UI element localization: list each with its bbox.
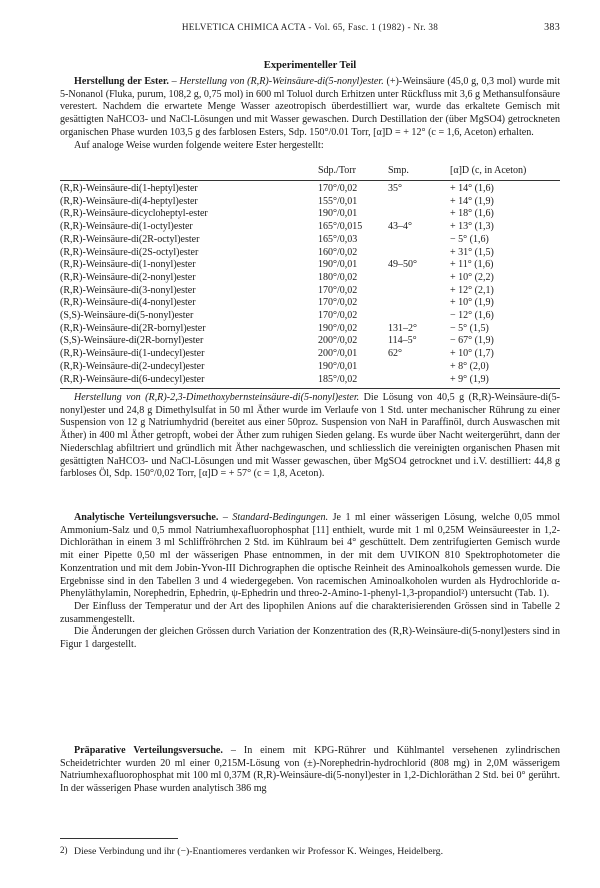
cell-smp: 49–50°	[388, 259, 417, 271]
footnote-rule	[60, 838, 178, 839]
table-row	[60, 348, 560, 360]
cell-alpha: + 10° (2,2)	[450, 271, 494, 283]
cell-alpha: + 10° (1,9)	[450, 297, 494, 309]
table-row	[60, 183, 560, 195]
cell-sdp: 190°/0,01	[318, 360, 358, 372]
paragraph-body: (+)-Weinsäure (45,0 g, 0,3 mol) wurde mit 5-Nonanol (Fluka, purum, 108,2 g, 0,75 mol) in 600 ml Toluol durch Erhitzen unter Rückfluss mit 3,6 g Methansulfonsäure verestert. Nachdem die erwartete Menge Wasser azeotropisch überdestilliert war, wurde das erkaltete Gemisch mit gesättigten NaHCO3- und NaCl-Lösungen und mit Wasser gewaschen. Durch Destillation der (über MgSO4) getrockneten organischen Phase wurden 103,5 g des farblosen Esters, Sdp. 150°/0.01 Torr, [α]D = + 12° (c = 1,6, Aceton) erhalten.	[60, 76, 561, 138]
cell-sdp: 200°/0,02	[318, 335, 358, 347]
cell-smp: 62°	[388, 348, 402, 360]
cell-name: (S,S)-Weinsäure-di(5-nonyl)ester	[60, 310, 194, 321]
cell-smp: 114–5°	[388, 335, 417, 347]
cell-name: (R,R)-Weinsäure-di(1-undecyl)ester	[60, 348, 205, 360]
table-rule-top	[60, 180, 560, 181]
table-row	[60, 234, 560, 246]
table-row	[60, 259, 560, 271]
paragraph-heading: Herstellung der Ester.	[74, 76, 169, 87]
paragraph-concentration: Die Änderungen der gleichen Grössen durch Variation der Konzentration des (R,R)-Weinsäure-di(5-nonyl)esters sind in Figur 1 dargestellt.	[60, 626, 560, 651]
table-row	[60, 323, 560, 335]
cell-alpha: + 11° (1,6)	[450, 259, 494, 271]
cell-smp: 131–2°	[388, 322, 417, 334]
table-row	[60, 208, 560, 220]
cell-smp: 35°	[388, 183, 402, 194]
cell-name: (R,R)-Weinsäure-di(4-heptyl)ester	[60, 195, 198, 207]
cell-sdp: 170°/0,02	[318, 284, 358, 296]
cell-name: (R,R)-Weinsäure-di(6-undecyl)ester	[60, 373, 205, 385]
cell-name: (S,S)-Weinsäure-di(2R-bornyl)ester	[60, 335, 204, 347]
cell-sdp: 185°/0,02	[318, 373, 358, 385]
cell-alpha: + 14° (1,6)	[450, 183, 494, 194]
cell-name: (R,R)-Weinsäure-di(1-nonyl)ester	[60, 259, 196, 271]
table-header-row	[60, 165, 560, 177]
cell-name: (R,R)-Weinsäure-di(2R-bornyl)ester	[60, 322, 206, 334]
table-row	[60, 272, 560, 284]
cell-alpha: + 8° (2,0)	[450, 360, 489, 372]
paragraph-preparative: Präparative Verteilungsversuche. – In einem mit KPG-Rührer und Kühlmantel versehenen zylindrischen Scheidetrichter wurden 20 ml einer 0,215M-Lösung von (±)-Norephedrin-hydrochlorid (808 mg) in 2,0M wässerigem Natriumhexafluorophosphat mit 100 ml 0,37M (R,R)-Weinsäure-di(5-nonyl)ester in 1,2-Dichloräthan 2 Std. bei 0° gerührt. In der wässerigen Phase wurden analytisch 386 mg	[60, 745, 560, 795]
table-row	[60, 335, 560, 347]
paragraph-temperature: Der Einfluss der Temperatur und der Art des lipophilen Anions auf die charakterisierenden Grössen sind in Tabelle 2 zusammengestellt.	[60, 600, 560, 625]
cell-name: (R,R)-Weinsäure-di(1-octyl)ester	[60, 221, 193, 233]
footnote-text: Diese Verbindung und ihr (−)-Enantiomeres verdanken wir Professor K. Weinges, Heidelberg.	[74, 846, 444, 857]
cell-sdp: 165°/0,03	[318, 233, 358, 245]
paragraph-heading: Analytische Verteilungsversuche.	[74, 512, 219, 523]
cell-alpha: + 9° (1,9)	[450, 373, 489, 385]
cell-sdp: 170°/0,02	[318, 310, 358, 321]
section-title: Experimenteller Teil	[263, 60, 357, 71]
cell-sdp: 170°/0,02	[318, 297, 358, 309]
cell-alpha: − 5° (1,6)	[450, 233, 489, 245]
footnote-mark: 2)	[60, 845, 68, 855]
cell-sdp: 190°/0,02	[318, 322, 358, 334]
running-header	[60, 22, 560, 36]
cell-sdp: 165°/0,015	[318, 221, 363, 233]
cell-sdp: 190°/0,01	[318, 208, 358, 220]
cell-alpha: + 12° (2,1)	[450, 284, 494, 296]
paragraph-dimethoxy	[60, 392, 560, 481]
table-row	[60, 221, 560, 233]
cell-name: (R,R)-Weinsäure-di(3-nonyl)ester	[60, 284, 196, 296]
cell-name: (R,R)-Weinsäure-di(2-nonyl)ester	[60, 271, 196, 283]
table-row	[60, 196, 560, 208]
cell-sdp: 155°/0,01	[318, 195, 358, 207]
cell-name: (R,R)-Weinsäure-di(2-undecyl)ester	[60, 360, 205, 372]
paragraph-subheading: Herstellung von (R,R)-2,3-Dimethoxybernsteinsäure-di(5-nonyl)ester.	[74, 392, 360, 403]
cell-sdp: 160°/0,02	[318, 246, 358, 258]
cell-sdp: 200°/0,01	[318, 348, 358, 360]
table-row	[60, 297, 560, 309]
cell-name: (R,R)-Weinsäure-di(1-heptyl)ester	[60, 183, 198, 194]
header-alpha: [α]D (c, in Aceton)	[450, 165, 527, 176]
cell-sdp: 180°/0,02	[318, 271, 358, 283]
paragraph-body: Die Lösung von 40,5 g (R,R)-Weinsäure-di(5-nonyl)ester und 24,8 g Dimethylsulfat in 50 ml Äther wurde im Verlaufe von 1 Std. unter mechanischer Rührung zu einer Suspension von 12 g Natriumhydrid (bereitet aus einer 50proz. Suspension von NaH in Paraffinöl, durch Auswaschen mit Äther) in 400 ml Äther getropft, wobei der Äther zum ruhigen Sieden gelang. Es wurde über Nacht weitergerührt, dann der Niederschlag abfiltriert und gründlich mit Äther nachgewaschen, und schliesslich die vereinigten organischen Phasen mit gesättigten NaHCO3- und NaCl-Lösungen und mit Wasser gewaschen, über MgSO4 getrocknet und i.V. destilliert: 44,8 g farbloses Öl, Sdp. 150°/0,02 Torr, [α]D = + 57° (c = 1,8, Aceton).	[60, 392, 560, 480]
cell-alpha: + 14° (1,9)	[450, 195, 494, 207]
cell-alpha: − 12° (1,6)	[450, 310, 494, 321]
cell-name: (R,R)-Weinsäure-di(2S-octyl)ester	[60, 246, 199, 258]
paragraph-subheading: Standard-Bedingungen.	[232, 512, 329, 523]
cell-alpha: + 18° (1,6)	[450, 208, 494, 220]
page-number: 383	[544, 22, 560, 33]
cell-smp: 43–4°	[388, 221, 412, 233]
journal-header: HELVETICA CHIMICA ACTA - Vol. 65, Fasc. 1 (1982) - Nr. 38	[181, 22, 439, 32]
cell-sdp: 170°/0,02	[318, 183, 358, 194]
cell-name: (R,R)-Weinsäure-di(4-nonyl)ester	[60, 297, 196, 309]
table-rule-bottom	[60, 388, 560, 389]
table-row	[60, 361, 560, 373]
table-row	[60, 310, 560, 322]
paragraph-ester-preparation: Herstellung der Ester. – Herstellung von (R,R)-Weinsäure-di(5-nonyl)ester. (+)-Weinsäure (45,0 g, 0,3 mol) wurde mit 5-Nonanol (Fluka, purum, 108,2 g, 0,75 mol) in 600 ml Toluol durch Erhitzen unter Rückfluss mit 3,6 g Methansulfonsäure verestert. Nachdem die erwartete Menge Wasser azeotropisch überdestilliert war, wurde das erkaltete Gemisch mit gesättigten NaHCO3- und NaCl-Lösungen und mit Wasser gewaschen. Durch Destillation der (über MgSO4) getrockneten organischen Phase wurden 103,5 g des farblosen Esters, Sdp. 150°/0.01 Torr, [α]D = + 12° (c = 1,6, Aceton) erhalten. Auf analoge Weise wurden folgende weitere Ester hergestellt:	[60, 76, 561, 151]
cell-alpha: + 13° (1,3)	[450, 221, 494, 233]
cell-name: (R,R)-Weinsäure-dicycloheptyl-ester	[60, 208, 208, 220]
cell-alpha: − 67° (1,9)	[450, 335, 494, 347]
header-sdp: Sdp./Torr	[318, 165, 356, 176]
cell-alpha: + 10° (1,7)	[450, 348, 494, 360]
footnote	[60, 845, 560, 857]
table-row	[60, 374, 560, 386]
paragraph-heading: Präparative Verteilungsversuche.	[74, 745, 223, 756]
paragraph-body: Je 1 ml einer wässerigen Lösung, welche 0,05 mmol Ammonium-Salz und 0,5 mmol Natriumhexafluorophosphat [11] enthielt, wurde mit 1 ml 0,25M Weinsäureester in 1,2-Dichloräthan in einem 3 ml Schliffröhrchen 2 Std. im Kühlraum bei 4° geschüttelt. Dem zentrifugierten Gemisch wurde mit einer Pipette 0,50 ml der wässerigen Phase entnommen, in der mit dem UVIKON 810 Spektrophotometer die Konzentration und mit dem Jobin-Yvon-III Dichrographen die optische Reinheit des Aminoalkohols gemessen wurde. Die Ergebnisse sind in den Tabellen 3 und 4 wiedergegeben. Von racemischen Aminoalkoholen wurden als Hydrochloride α-Phenyläthylamin, Norephedrin, Ephedrin, ψ-Ephedrin und threo-2-Amino-1-phenyl-1,3-propandiol²) untersucht (Tab. 1).	[60, 512, 561, 600]
cell-name: (R,R)-Weinsäure-di(2R-octyl)ester	[60, 233, 200, 245]
table-row	[60, 247, 560, 259]
cell-alpha: − 5° (1,5)	[450, 322, 489, 334]
cell-sdp: 190°/0,01	[318, 259, 358, 271]
paragraph-body: In einem mit KPG-Rührer und Kühlmantel versehenen zylindrischen Scheidetrichter wurden 20 ml einer 0,215M-Lösung von (±)-Norephedrin-hydrochlorid (808 mg) in 2,0M wässerigem Natriumhexafluorophosphat mit 100 ml 0,37M (R,R)-Weinsäure-di(5-nonyl)ester in 1,2-Dichloräthan 2 Std. bei 0° gerührt. In der wässerigen Phase wurden analytisch 386 mg	[60, 745, 560, 795]
table-row	[60, 285, 560, 297]
header-smp: Smp.	[388, 165, 409, 176]
cell-alpha: + 31° (1,5)	[450, 246, 494, 258]
table-intro: Auf analoge Weise wurden folgende weitere Ester hergestellt:	[74, 139, 324, 151]
paragraph-subheading: Herstellung von (R,R)-Weinsäure-di(5-nonyl)ester.	[179, 76, 384, 87]
paragraph-analytical: Analytische Verteilungsversuche. – Standard-Bedingungen. Je 1 ml einer wässerigen Lösung, welche 0,05 mmol Ammonium-Salz und 0,5 mmol Natriumhexafluorophosphat [11] enthielt, wurde mit 1 ml 0,25M Weinsäureester in 1,2-Dichloräthan in einem 3 ml Schliffröhrchen 2 Std. im Kühlraum bei 4° geschüttelt. Dem zentrifugierten Gemisch wurde mit einer Pipette 0,50 ml der wässerigen Phase entnommen, in der mit dem UVIKON 810 Spektrophotometer die Konzentration und mit dem Jobin-Yvon-III Dichrographen die optische Reinheit des Aminoalkohols gemessen wurde. Die Ergebnisse sind in den Tabellen 3 und 4 wiedergegeben. Von racemischen Aminoalkoholen wurden als Hydrochloride α-Phenyläthylamin, Norephedrin, Ephedrin, ψ-Ephedrin und threo-2-Amino-1-phenyl-1,3-propandiol²) untersucht (Tab. 1). Der Einfluss der Temperatur und der Art des lipophilen Anions auf die charakterisierenden Grössen sind in Tabelle 2 zusammengestellt. Die Änderungen der gleichen Grössen durch Variation der Konzentration des (R,R)-Weinsäure-di(5-nonyl)esters sind in Figur 1 dargestellt.	[60, 512, 561, 651]
